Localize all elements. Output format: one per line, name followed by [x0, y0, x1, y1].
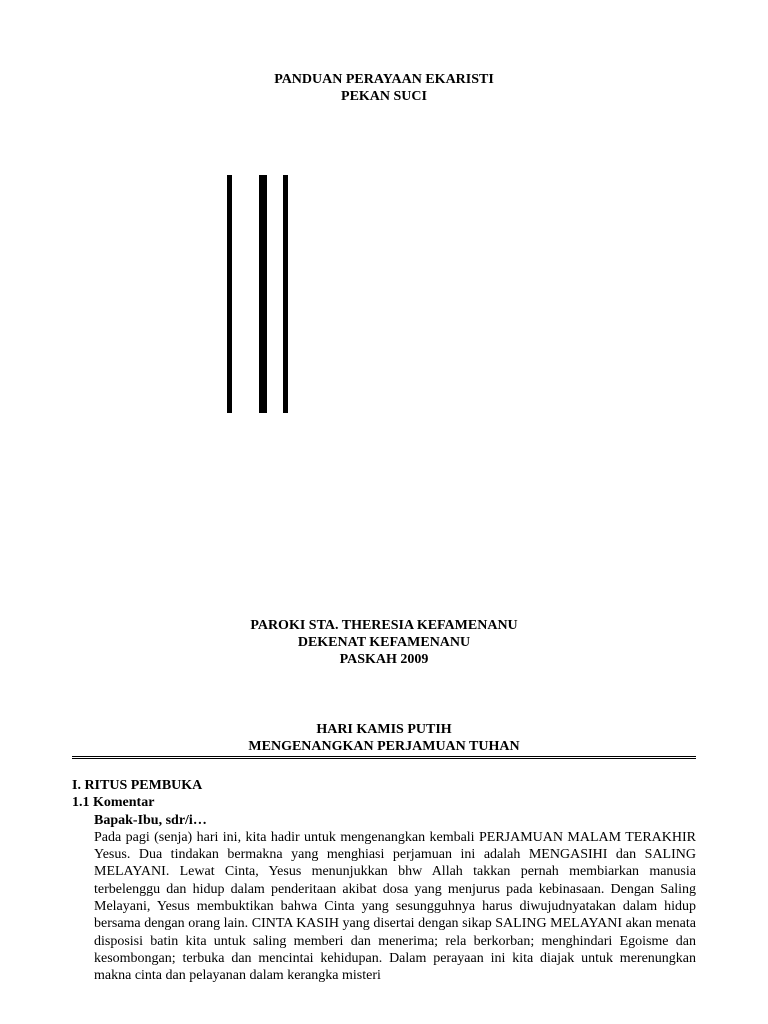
parish-block [0, 617, 768, 668]
decorative-bar-3 [283, 175, 288, 413]
year-label: PASKAH 2009 [339, 652, 429, 667]
subsection-heading: 1.1 Komentar [72, 795, 155, 811]
section-ritus-pembuka [72, 777, 696, 985]
day-heading [0, 721, 768, 755]
greeting-line: Bapak-Ibu, sdr/i… [94, 812, 207, 828]
deanery-name: DEKENAT KEFAMENANU [297, 635, 471, 650]
parish-name: PAROKI STA. THERESIA KEFAMENANU [250, 618, 518, 633]
document-title [0, 71, 768, 105]
title-line-2: PEKAN SUCI [341, 89, 427, 104]
comment-paragraph: Pada pagi (senja) hari ini, kita hadir untuk mengenangkan kembali PERJAMUAN MALAM TERAKHIR Yesus. Dua tindakan bermakna yang menghiasi perjamuan ini adalah MENGASIHI dan SALING MELAYANI. Lewat Cinta, Yesus menunjukkan bhw Allah takkan pernah membiarkan manusia terbelenggu dan hidup dalam penderitaan akibat dosa yang menjurus pada kebinasaan. Dengan Saling Melayani, Yesus membuktikan bahwa Cinta yang sesungguhnya harus diwujudnyatakan dalam hidup bersama dengan orang lain. CINTA KASIH yang disertai dengan sikap SALING MELAYANI akan menata disposisi batin kita untuk saling memberi dan menerima; rela berkorban; menghindari Egoisme dan kesombongan; terbuka dan mencintai kehidupan. Dalam perayaan ini kita diajak untuk merenungkan makna cinta dan pelayanan dalam kerangka misteri [94, 829, 696, 984]
day-title: HARI KAMIS PUTIH [316, 722, 452, 737]
section-heading: I. RITUS PEMBUKA [72, 778, 203, 793]
decorative-bar-1 [227, 175, 232, 413]
double-rule-divider [72, 756, 696, 759]
title-line-1: PANDUAN PERAYAAN EKARISTI [274, 72, 494, 87]
decorative-bar-2 [259, 175, 267, 413]
day-subtitle: MENGENANGKAN PERJAMUAN TUHAN [248, 739, 520, 754]
